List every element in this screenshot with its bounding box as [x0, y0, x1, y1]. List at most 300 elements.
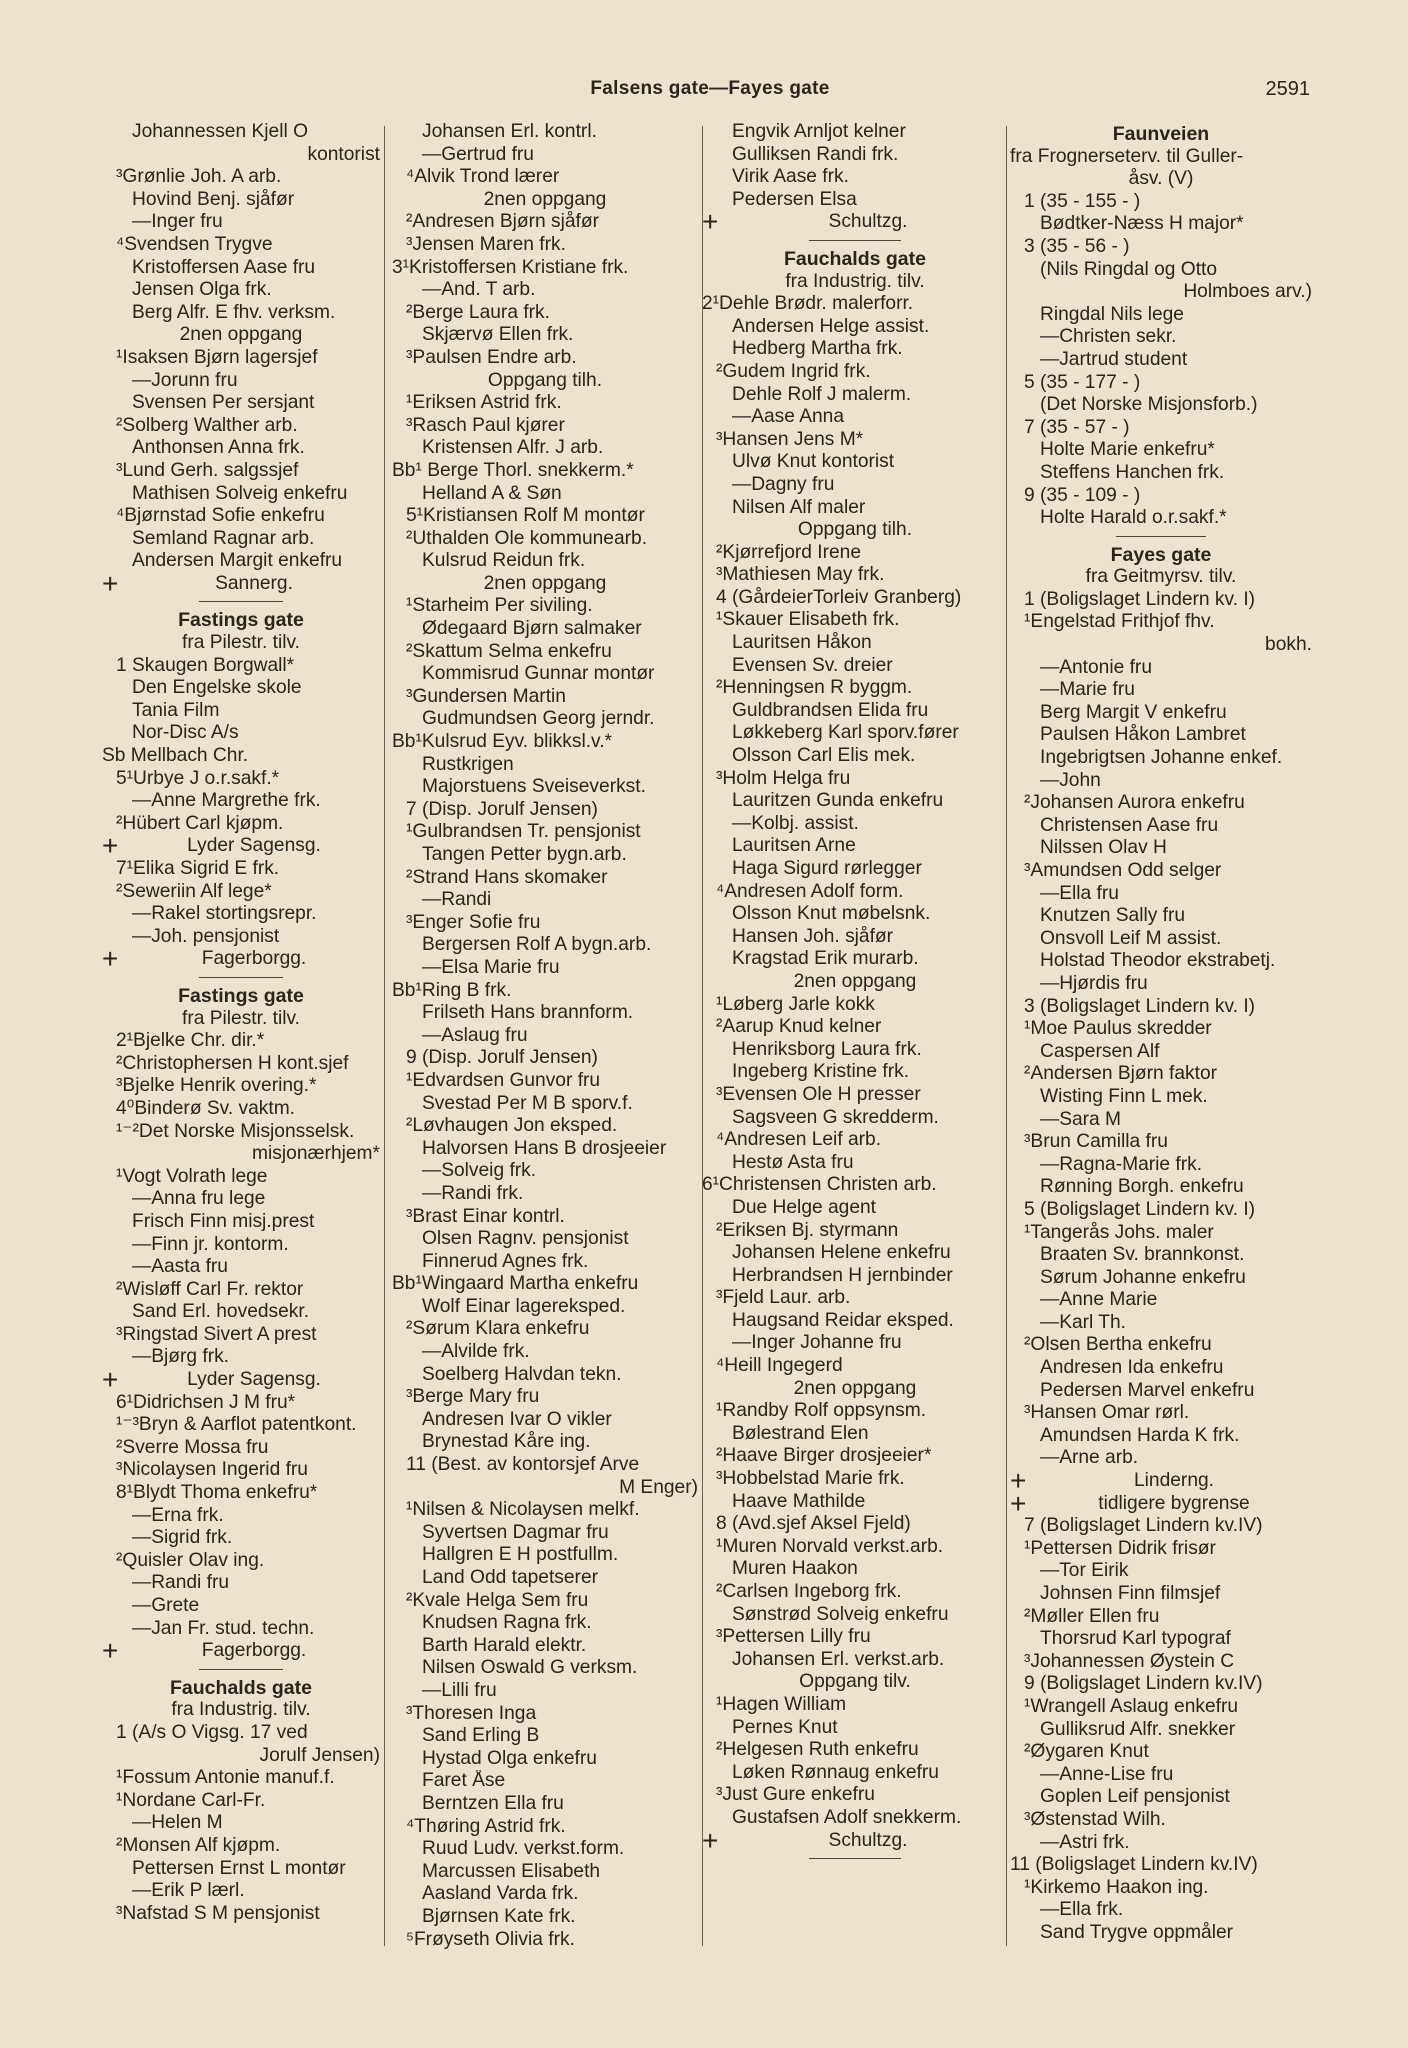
directory-entry: Tania Film — [132, 699, 220, 721]
directory-entry: —Anne Marie — [1040, 1289, 1158, 1311]
directory-entry: Jensen Olga frk. — [132, 279, 272, 301]
directory-entry: ²Gudem Ingrid frk. — [716, 360, 871, 382]
directory-entry: —Erna frk. — [132, 1504, 224, 1526]
cross-street-label: Lyder Sagensg. — [187, 1369, 321, 1391]
directory-entry: ³Østenstad Wilh. — [1024, 1808, 1166, 1830]
directory-entry: —Arne arb. — [1040, 1447, 1139, 1469]
directory-entry: 3¹Kristoffersen Kristiane frk. — [392, 256, 629, 278]
section-divider — [102, 971, 380, 983]
directory-entry: Christensen Aase fru — [1040, 814, 1219, 836]
directory-entry: ¹Skauer Elisabeth frk. — [716, 609, 900, 631]
section-divider — [702, 1852, 1008, 1864]
cross-street-label: Fagerborgg. — [201, 1640, 307, 1662]
directory-entry: ³Nafstad S M pensjonist — [116, 1902, 320, 1924]
directory-entry: fra Geitmyrsv. tilv. — [1085, 566, 1237, 588]
directory-entry: ³Enger Sofie fru — [406, 911, 541, 933]
directory-entry: Muren Haakon — [732, 1558, 858, 1580]
directory-entry: Pedersen Elsa — [732, 188, 857, 210]
section-divider — [702, 234, 1008, 246]
directory-entry: ⁴Alvik Trond lærer — [406, 166, 560, 188]
directory-entry: Ruud Ludv. verkst.form. — [422, 1838, 625, 1860]
directory-entry: 8¹Blydt Thoma enkefru* — [116, 1482, 318, 1504]
directory-entry: —Sara M — [1040, 1108, 1122, 1130]
section-divider — [1010, 530, 1312, 542]
directory-entry: Bb¹Wingaard Martha enkefru — [392, 1273, 639, 1295]
directory-entry: Tangen Petter bygn.arb. — [422, 844, 627, 865]
directory-entry: Bb¹Kulsrud Eyv. blikksl.v.* — [392, 731, 613, 753]
directory-entry: —Helen M — [132, 1812, 223, 1834]
directory-entry: Kommisrud Gunnar montør — [422, 663, 655, 685]
directory-entry: 5 (35 - 177 - ) — [1024, 371, 1141, 393]
directory-entry: ⁵Frøyseth Olivia frk. — [406, 1928, 575, 1950]
directory-entry: ¹Pettersen Didrik frisør — [1024, 1537, 1216, 1559]
directory-entry: —Anna fru lege — [132, 1188, 266, 1210]
directory-entry: ⁴Heill Ingegerd — [716, 1355, 843, 1377]
directory-entry: Henriksborg Laura frk. — [732, 1038, 922, 1060]
directory-entry: —Randi fru — [132, 1572, 230, 1594]
directory-entry: Haugsand Reidar eksped. — [732, 1309, 954, 1331]
directory-entry: 9 (35 - 109 - ) — [1024, 484, 1141, 506]
directory-entry: Oppgang tilv. — [799, 1671, 911, 1693]
directory-entry: åsv. (V) — [1128, 168, 1194, 190]
directory-entry: ¹Moe Paulus skredder — [1024, 1018, 1212, 1040]
directory-entry: ²Skattum Selma enkefru — [406, 640, 612, 662]
directory-entry: —Finn jr. kontorm. — [132, 1233, 289, 1255]
directory-entry: Johansen Erl. verkst.arb. — [732, 1648, 945, 1670]
cross-street-icon: + — [702, 1829, 719, 1853]
cross-street-row — [102, 573, 380, 596]
street-heading: Fastings gate — [178, 984, 304, 1007]
directory-entry: Guldbrandsen Elida fru — [732, 699, 929, 721]
directory-entry: ³Berge Mary fru — [406, 1386, 540, 1408]
directory-entry: Amundsen Harda K frk. — [1040, 1424, 1240, 1446]
directory-entry: M Enger) — [619, 1476, 698, 1498]
directory-entry: ³Mathiesen May frk. — [716, 564, 885, 586]
directory-entry: ¹Starheim Per siviling. — [406, 595, 593, 617]
directory-entry: ³Brun Camilla fru — [1024, 1131, 1168, 1153]
directory-entry: ²Seweriin Alf lege* — [116, 880, 272, 902]
directory-entry: ²Løvhaugen Jon eksped. — [406, 1115, 618, 1137]
directory-entry: ²Quisler Olav ing. — [116, 1549, 265, 1571]
directory-entry: ³Gundersen Martin — [406, 685, 566, 707]
directory-entry: Berg Margit V enkefru — [1040, 701, 1227, 723]
cross-street-row — [702, 211, 1008, 234]
directory-entry: Sb Mellbach Chr. — [102, 745, 249, 767]
directory-entry: —And. T arb. — [422, 279, 536, 301]
directory-entry: ¹Løberg Jarle kokk — [716, 993, 875, 1015]
directory-entry: Haave Mathilde — [732, 1490, 866, 1512]
directory-entry: 1 Skaugen Borgwall* — [116, 654, 295, 676]
street-heading: Fastings gate — [178, 609, 304, 632]
directory-entry: —Dagny fru — [732, 473, 835, 495]
directory-entry: Rustkrigen — [422, 753, 514, 775]
directory-entry: —Gertrud fru — [422, 143, 534, 165]
directory-entry: Andersen Helge assist. — [732, 315, 930, 337]
directory-entry: fra Pilestr. tilv. — [182, 1007, 300, 1029]
directory-entry: ⁴Bjørnstad Sofie enkefru — [116, 505, 325, 527]
directory-entry: Holte Marie enkefru* — [1040, 439, 1215, 461]
directory-entry: Olsen Ragnv. pensjonist — [422, 1228, 629, 1250]
directory-entry: 5¹Kristiansen Rolf M montør — [406, 505, 645, 527]
directory-entry: Svestad Per M B sporv.f. — [422, 1092, 633, 1114]
page-header — [100, 78, 1320, 112]
directory-entry: Kulsrud Reidun frk. — [422, 550, 586, 572]
directory-entry: 1 (35 - 155 - ) — [1024, 190, 1141, 212]
directory-entry: ²Johansen Aurora enkefru — [1024, 792, 1245, 814]
cross-street-label: Linderng. — [1133, 1470, 1214, 1492]
directory-entry: ¹⁻³Bryn & Aarflot patentkont. — [116, 1414, 357, 1436]
directory-entry: Lauritzen Gunda enkefru — [732, 790, 944, 812]
directory-entry: Bb¹Ring B frk. — [392, 979, 512, 1001]
directory-entry: ³Hansen Jens M* — [716, 428, 864, 450]
directory-entry: ¹⁻²Det Norske Misjonsselsk. — [116, 1120, 355, 1142]
directory-entry: —Anne Margrethe frk. — [132, 790, 321, 812]
directory-entry: Hallgren E H postfullm. — [422, 1544, 619, 1566]
directory-entry: ²Aarup Knud kelner — [716, 1016, 882, 1038]
directory-entry: ¹Edvardsen Gunvor fru — [406, 1069, 601, 1091]
directory-entry: Sand Erling B — [422, 1725, 540, 1747]
directory-entry: Berntzen Ella fru — [422, 1792, 564, 1814]
directory-entry: Lauritsen Arne — [732, 835, 856, 857]
directory-entry: 3 (35 - 56 - ) — [1024, 235, 1130, 257]
directory-entry: 2nen oppgang — [483, 188, 607, 210]
directory-entry: ⁴Svendsen Trygve — [116, 233, 273, 255]
directory-entry: Pernes Knut — [732, 1716, 838, 1738]
directory-entry: Gudmundsen Georg jerndr. — [422, 708, 655, 730]
section-divider — [102, 1663, 380, 1675]
directory-entry: ⁴Andresen Adolf form. — [716, 880, 904, 902]
directory-entry: Frilseth Hans brannform. — [422, 1002, 634, 1024]
cross-street-row — [702, 1830, 1008, 1853]
directory-entry: Den Engelske skole — [132, 677, 302, 699]
street-heading: Fauchalds gate — [170, 1676, 312, 1699]
directory-entry: Oppgang tilh. — [797, 519, 913, 541]
directory-entry: ¹Vogt Volrath lege — [116, 1165, 268, 1187]
column-divider — [384, 126, 385, 1946]
directory-entry: 9 (Boligslaget Lindern kv.IV) — [1024, 1673, 1263, 1695]
directory-entry: Ringdal Nils lege — [1040, 303, 1184, 325]
directory-entry: ²Henningsen R byggm. — [716, 677, 913, 699]
directory-entry: Olsson Knut møbelsnk. — [732, 903, 931, 925]
directory-entry: 7¹Elika Sigrid E frk. — [116, 858, 280, 879]
directory-entry: Syvertsen Dagmar fru — [422, 1521, 609, 1543]
directory-entry: 1 (A/s O Vigsg. 17 ved — [116, 1721, 308, 1743]
directory-entry: Hovind Benj. sjåfør — [132, 188, 295, 210]
cross-street-icon: + — [702, 211, 719, 234]
cross-street-icon: + — [102, 1640, 119, 1663]
directory-entry: Gulliksen Randi frk. — [732, 143, 899, 165]
directory-entry: ¹Muren Norvald verkst.arb. — [716, 1535, 944, 1557]
directory-entry: ¹Isaksen Bjørn lagersjef — [116, 346, 318, 368]
directory-entry: Johnsen Finn filmsjef — [1040, 1583, 1221, 1604]
cross-street-icon: + — [1010, 1470, 1027, 1493]
directory-entry: Gustafsen Adolf snekkerm. — [732, 1806, 962, 1828]
directory-entry: Finnerud Agnes frk. — [422, 1250, 589, 1272]
directory-entry: Ulvø Knut kontorist — [732, 451, 895, 473]
directory-entry: ²Øygaren Knut — [1024, 1741, 1149, 1763]
directory-entry: ³Hansen Omar rørl. — [1024, 1402, 1190, 1424]
directory-entry: —Marie fru — [1040, 679, 1135, 701]
directory-entry: ¹Randby Rolf oppsynsm. — [716, 1400, 927, 1422]
directory-entry: 4 (GårdeierTorleiv Granberg) — [716, 586, 962, 608]
directory-entry: 5 (Boligslaget Lindern kv. I) — [1024, 1198, 1256, 1220]
directory-entry: ³Jensen Maren frk. — [406, 233, 566, 255]
directory-entry: Brynestad Kåre ing. — [422, 1431, 591, 1453]
directory-entry: ¹Tangerås Johs. maler — [1024, 1221, 1214, 1243]
directory-entry: Thorsrud Karl typograf — [1040, 1628, 1231, 1650]
directory-entry: —Jorunn fru — [132, 369, 238, 391]
directory-entry: fra Frognerseterv. til Guller- — [1010, 145, 1244, 167]
directory-entry: 6¹Christensen Christen arb. — [702, 1174, 937, 1196]
directory-entry: bokh. — [1265, 634, 1312, 656]
directory-entry: 7 (Disp. Jorulf Jensen) — [406, 798, 598, 820]
directory-entry: ³Evensen Ole H presser — [716, 1083, 921, 1105]
directory-entry: Skjærvø Ellen frk. — [422, 324, 574, 346]
directory-entry: Bjørnsen Kate frk. — [422, 1905, 576, 1927]
directory-entry: Andresen Ida enkefru — [1040, 1357, 1224, 1379]
directory-entry: 6¹Didrichsen J M fru* — [116, 1391, 296, 1413]
directory-entry: 4⁰Binderø Sv. vaktm. — [116, 1097, 296, 1119]
cross-street-label: Schultzg. — [828, 1829, 908, 1851]
directory-entry: Haga Sigurd rørlegger — [732, 858, 922, 879]
directory-entry: Johannessen Kjell O — [132, 121, 308, 142]
directory-entry: Wolf Einar lagereksped. — [422, 1295, 626, 1317]
directory-entry: Faret Åse — [422, 1770, 506, 1792]
directory-entry: Land Odd tapetserer — [422, 1567, 599, 1588]
directory-entry: Bødtker-Næss H major* — [1040, 213, 1244, 235]
directory-entry: ²Kjørrefjord Irene — [716, 541, 862, 563]
directory-entry: —Jan Fr. stud. techn. — [132, 1617, 315, 1639]
directory-entry: Svensen Per sersjant — [132, 392, 315, 414]
cross-street-icon: + — [102, 835, 119, 858]
directory-entry: fra Pilestr. tilv. — [182, 632, 300, 654]
street-heading: Faunveien — [1112, 123, 1210, 145]
column-3 — [702, 121, 1008, 1864]
directory-entry: ³Johannessen Øystein C — [1024, 1650, 1235, 1672]
directory-entry: Due Helge agent — [732, 1196, 877, 1218]
directory-entry: ²Hübert Carl kjøpm. — [116, 812, 284, 834]
directory-entry: ²Uthalden Ole kommunearb. — [406, 527, 648, 549]
directory-entry: Løken Rønnaug enkefru — [732, 1761, 939, 1783]
directory-entry: Andresen Ivar O vikler — [422, 1408, 612, 1430]
cross-street-label: Sannerg. — [215, 572, 293, 594]
street-heading: Fayes gate — [1110, 543, 1212, 566]
directory-entry: 11 (Boligslaget Lindern kv.IV) — [1010, 1854, 1258, 1876]
directory-entry: ³Fjeld Laur. arb. — [716, 1287, 851, 1309]
cross-street-label: Fagerborgg. — [201, 948, 307, 970]
directory-entry: —Jartrud student — [1040, 348, 1188, 370]
directory-entry: ¹Fossum Antonie manuf.f. — [116, 1767, 335, 1789]
directory-entry: ¹Eriksen Astrid frk. — [406, 392, 562, 414]
directory-entry: ²Christophersen H kont.sjef — [116, 1052, 349, 1074]
directory-entry: Kragstad Erik murarb. — [732, 948, 919, 970]
directory-entry: 11 (Best. av kontorsjef Arve — [406, 1454, 640, 1476]
directory-entry: —Grete — [132, 1595, 200, 1616]
directory-entry: ³Just Gure enkefru — [716, 1784, 875, 1806]
directory-entry: Caspersen Alf — [1040, 1040, 1160, 1062]
directory-entry: ³Amundsen Odd selger — [1024, 860, 1222, 881]
directory-entry: Semland Ragnar arb. — [132, 527, 315, 549]
directory-entry: ⁴Andresen Leif arb. — [716, 1129, 882, 1151]
directory-entry: ²Wisløff Carl Fr. rektor — [116, 1278, 304, 1300]
directory-entry: 2nen oppgang — [793, 1377, 917, 1399]
directory-entry: Braaten Sv. brannkonst. — [1040, 1244, 1245, 1266]
directory-entry: —Ella fru — [1040, 882, 1119, 904]
column-1 — [102, 121, 380, 1925]
directory-entry: fra Industrig. tilv. — [785, 270, 925, 292]
column-2 — [392, 121, 698, 1951]
directory-entry: ²Solberg Walther arb. — [116, 414, 298, 436]
directory-entry: Goplen Leif pensjonist — [1040, 1786, 1230, 1808]
directory-entry: Hedberg Martha frk. — [732, 338, 903, 360]
directory-entry: Marcussen Elisabeth — [422, 1860, 601, 1882]
directory-entry: ¹Hagen William — [716, 1693, 847, 1715]
directory-entry: ³Ringstad Sivert A prest — [116, 1323, 317, 1345]
directory-entry: ¹Gulbrandsen Tr. pensjonist — [406, 821, 641, 843]
directory-entry: Berg Alfr. E fhv. verksm. — [132, 301, 336, 323]
directory-entry: Nilsen Oswald G verksm. — [422, 1657, 638, 1679]
directory-entry: —Joh. pensjonist — [132, 925, 280, 947]
directory-entry: ²Andersen Bjørn faktor — [1024, 1063, 1218, 1085]
directory-entry: —Sigrid frk. — [132, 1527, 233, 1549]
directory-entry: ¹Nilsen & Nicolaysen melkf. — [406, 1499, 640, 1521]
directory-entry: ²Berge Laura frk. — [406, 301, 550, 323]
directory-entry: ¹Wrangell Aslaug enkefru — [1024, 1695, 1239, 1717]
column-4 — [1010, 121, 1312, 1945]
directory-entry: 9 (Disp. Jorulf Jensen) — [406, 1047, 598, 1069]
page-number: 2591 — [1265, 78, 1310, 100]
directory-entry: ²Sørum Klara enkefru — [406, 1318, 590, 1340]
directory-entry: ³Hobbelstad Marie frk. — [716, 1468, 905, 1490]
directory-entry: —Lilli fru — [422, 1679, 497, 1701]
directory-entry: ¹Kirkemo Haakon ing. — [1024, 1876, 1209, 1898]
directory-entry: —Randi frk. — [422, 1182, 524, 1204]
directory-entry: Hansen Joh. sjåfør — [732, 925, 894, 947]
directory-entry: —Anne-Lise fru — [1040, 1763, 1174, 1785]
directory-entry: ³Paulsen Endre arb. — [406, 346, 577, 368]
directory-entry: misjonærhjem* — [252, 1143, 380, 1165]
directory-entry: Andersen Margit enkefru — [132, 550, 343, 572]
directory-entry: 7 (35 - 57 - ) — [1024, 416, 1130, 438]
directory-entry: Bølestrand Elen — [732, 1422, 869, 1444]
directory-entry: Evensen Sv. dreier — [732, 654, 893, 676]
directory-entry: ³Nicolaysen Ingerid fru — [116, 1459, 308, 1481]
directory-entry: —John — [1040, 769, 1101, 791]
directory-entry: —Aasta fru — [132, 1256, 228, 1278]
directory-entry: kontorist — [307, 143, 380, 165]
cross-street-row — [1010, 1470, 1312, 1493]
directory-entry: Lauritsen Håkon — [732, 632, 872, 654]
directory-entry: 3 (Boligslaget Lindern kv. I) — [1024, 995, 1256, 1017]
directory-entry: ²Strand Hans skomaker — [406, 866, 608, 888]
directory-entry: ³Brast Einar kontrl. — [406, 1205, 565, 1227]
directory-entry: —Christen sekr. — [1040, 326, 1177, 348]
header-title: Falsens gate—Fayes gate — [590, 78, 830, 99]
directory-entry: ³Holm Helga fru — [716, 767, 851, 789]
directory-entry: —Tor Eirik — [1040, 1560, 1129, 1582]
directory-entry: Virik Aase frk. — [732, 166, 849, 188]
cross-street-row — [102, 948, 380, 971]
directory-entry: —Aslaug fru — [422, 1024, 528, 1046]
cross-street-row — [102, 1640, 380, 1663]
directory-entry: ²Haave Birger drosjeeier* — [716, 1445, 932, 1467]
directory-entry: —Hjørdis fru — [1040, 972, 1148, 994]
cross-street-icon: + — [102, 1369, 119, 1392]
directory-entry: Holmboes arv.) — [1183, 281, 1312, 303]
directory-entry: Holte Harald o.r.sakf.* — [1040, 507, 1227, 529]
directory-entry: Johansen Erl. kontrl. — [422, 121, 597, 142]
directory-entry: Steffens Hanchen frk. — [1040, 461, 1225, 483]
directory-entry: Frisch Finn misj.prest — [132, 1210, 315, 1232]
directory-entry: Engvik Arnljot kelner — [732, 121, 906, 142]
directory-entry: Majorstuens Sveiseverkst. — [422, 776, 646, 798]
directory-entry: —Kolbj. assist. — [732, 812, 859, 834]
cross-street-row — [102, 835, 380, 858]
directory-entry: 2nen oppgang — [179, 324, 303, 346]
directory-entry: Kristensen Alfr. J arb. — [422, 437, 604, 459]
directory-entry: —Elsa Marie fru — [422, 956, 560, 978]
directory-entry: 5¹Urbye J o.r.sakf.* — [116, 767, 280, 789]
directory-entry: Herbrandsen H jernbinder — [732, 1264, 953, 1286]
directory-entry: —Randi — [422, 889, 492, 911]
directory-entry: —Ella frk. — [1040, 1899, 1124, 1921]
directory-entry: Pettersen Ernst L montør — [132, 1857, 346, 1879]
directory-entry: Gulliksrud Alfr. snekker — [1040, 1718, 1236, 1740]
directory-entry: —Rakel stortingsrepr. — [132, 903, 317, 925]
directory-entry: ²Andresen Bjørn sjåfør — [406, 211, 599, 233]
directory-entry: ²Møller Ellen fru — [1024, 1605, 1160, 1627]
cross-street-icon: + — [102, 572, 119, 596]
cross-street-icon: + — [102, 948, 119, 971]
directory-entry: ³Thoresen Inga — [406, 1702, 537, 1724]
directory-entry: Oppgang tilh. — [487, 369, 603, 391]
directory-entry: (Det Norske Misjonsforb.) — [1040, 394, 1258, 416]
directory-entry: Dehle Rolf J malerm. — [732, 383, 912, 405]
directory-entry: ³Rasch Paul kjører — [406, 414, 565, 436]
directory-entry: ²Olsen Bertha enkefru — [1024, 1334, 1212, 1356]
directory-entry: Barth Harald elektr. — [422, 1634, 587, 1656]
directory-entry: Paulsen Håkon Lambret — [1040, 724, 1246, 746]
directory-entry: Halvorsen Hans B drosjeeier — [422, 1137, 667, 1159]
directory-entry: Ødegaard Bjørn salmaker — [422, 618, 642, 640]
directory-entry: ³Lund Gerh. salgssjef — [116, 459, 299, 481]
directory-entry: —Antonie fru — [1040, 656, 1152, 678]
directory-entry: —Ragna-Marie frk. — [1040, 1153, 1203, 1175]
directory-entry: Bergersen Rolf A bygn.arb. — [422, 934, 652, 956]
directory-entry: 2nen oppgang — [793, 970, 917, 992]
directory-entry: —Alvilde frk. — [422, 1341, 530, 1363]
directory-entry: Soelberg Halvdan tekn. — [422, 1363, 622, 1385]
directory-entry: ³Grønlie Joh. A arb. — [116, 166, 282, 188]
directory-entry: ²Monsen Alf kjøpm. — [116, 1834, 281, 1856]
directory-entry: ²Kvale Helga Sem fru — [406, 1589, 589, 1611]
directory-entry: Kristoffersen Aase fru — [132, 256, 316, 278]
directory-entry: 2¹Bjelke Chr. dir.* — [116, 1030, 265, 1052]
directory-entry: 7 (Boligslaget Lindern kv.IV) — [1024, 1515, 1263, 1537]
directory-entry: Løkkeberg Karl sporv.fører — [732, 722, 959, 744]
directory-entry: Hystad Olga enkefru — [422, 1747, 597, 1769]
directory-entry: 8 (Avd.sjef Aksel Fjeld) — [716, 1513, 911, 1535]
directory-entry: —Inger Johanne fru — [732, 1332, 902, 1354]
directory-entry: Sand Trygve oppmåler — [1040, 1921, 1234, 1943]
directory-entry: Aasland Varda frk. — [422, 1883, 579, 1905]
directory-entry: fra Industrig. tilv. — [171, 1699, 311, 1721]
directory-entry: Hestø Asta fru — [732, 1151, 854, 1173]
directory-entry: ²Sverre Mossa fru — [116, 1436, 269, 1458]
directory-entry: Ingebrigtsen Johanne enkef. — [1040, 747, 1283, 769]
cross-street-label: Lyder Sagensg. — [187, 835, 321, 857]
directory-entry: Anthonsen Anna frk. — [132, 437, 305, 459]
